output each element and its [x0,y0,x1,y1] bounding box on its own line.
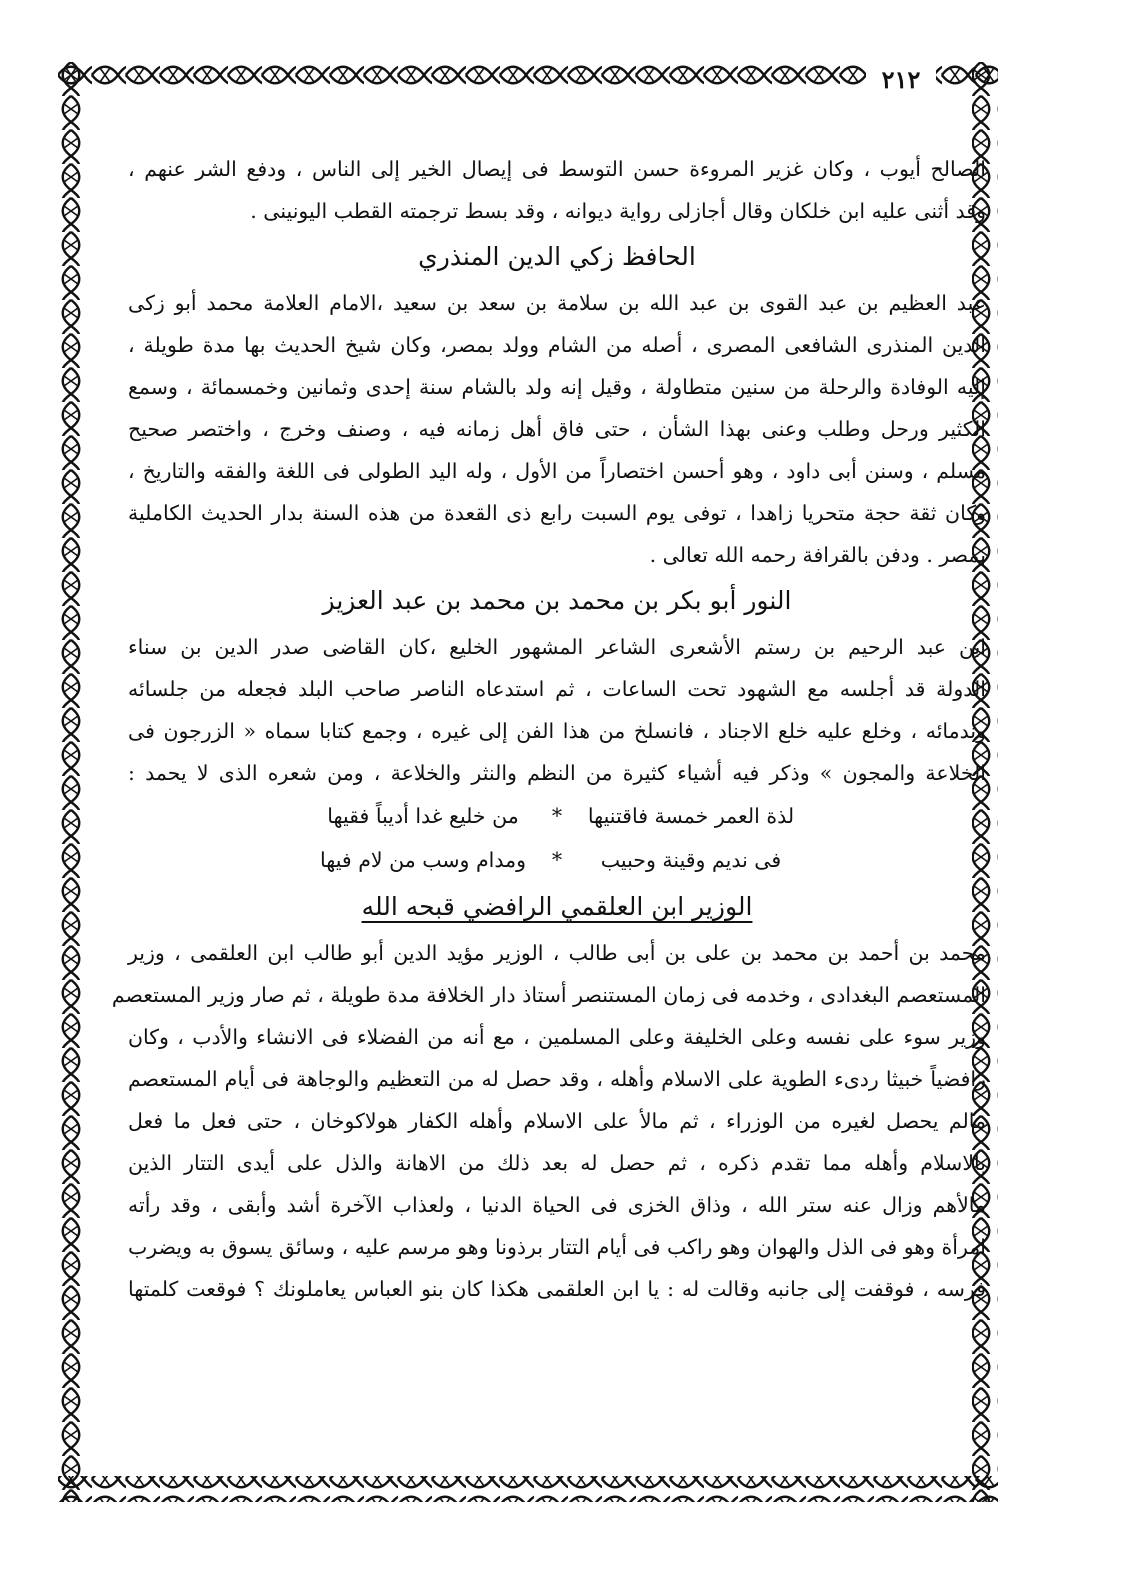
text-line: فرسه ، فوقفت إلى جانبه وقالت له : يا ابن العلقمى هكذا كان بنو العباس يعاملونك ؟ فوقعت كلمتها [128,1277,986,1301]
page-number: ٢١٢ [866,64,936,96]
text-line: الخلاعة والمجون » وذكر فيه أشياء كثيرة من النظم والنثر والخلاعة ، ومن شعره الذى لا يحمد : [128,761,986,785]
text-line: إليه الوفادة والرحلة من سنين متطاولة ، وقيل إنه ولد بالشام سنة إحدى وثمانين وخمسمائة ، وسمع [128,375,986,399]
text-line: المستعصم البغدادى ، وخدمه فى زمان المستنصر أستاذ دار الخلافة مدة طويلة ، ثم صار وزير المستعصم [111,983,986,1007]
text-line: رافضياً خبيثا ردىء الطوية على الاسلام وأهله ، وقد حصل له من التعظيم والوجاهة فى أيام المستعصم [128,1067,986,1091]
text-line: مالأهم وزال عنه ستر الله ، وذاق الخزى فى الحياة الدنيا ، ولعذاب الآخرة أشد وأبقى ، وقد رأته [128,1193,986,1217]
text-line: امرأة وهو فى الذل والهوان وهو راكب فى أيام التتار برذونا وهو مرسم عليه ، وسائق يسوق به ويضرب [128,1235,986,1259]
section-zaki-al-din [128,232,986,576]
text-line: الكثير ورحل وطلب وعنى بهذا الشأن ، حتى فاق أهل زمانه فيه ، وصنف وخرج ، واختصر صحيح [128,417,986,441]
section-heading: الوزير ابن العلقمي الرافضي قبحه الله [361,892,753,921]
section-continuation [128,148,986,232]
section-heading: الحافظ زكي الدين المنذري [418,242,696,271]
text-line: بمصر . ودفن بالقرافة رحمه الله تعالى . [649,543,986,567]
text-line: ابن عبد الرحيم بن رستم الأشعرى الشاعر المشهور الخليع ،كان القاضى صدر الدين بن سناء [128,635,986,659]
verse-first-hemistich: لذة العمر خمسة فاقتنيها [587,804,795,828]
text-line: مسلم ، وسنن أبى داود ، وهو أحسن اختصاراً من الأول ، وله اليد الطولى فى اللغة والفقه والتاريخ ، [128,459,986,483]
verse-first-hemistich: فى نديم وقينة وحبيب [600,848,782,872]
text-line: وكان ثقة حجة متحريا زاهدا ، توفى يوم السبت رابع ذى القعدة من هذه السنة بدار الحديث الكاملية [128,501,986,525]
text-line: عبد العظيم بن عبد القوى بن عبد الله بن سلامة بن سعد بن سعيد ،الامام العلامة محمد أبو زكى [128,291,986,315]
text-line: محمد بن أحمد بن محمد بن على بن أبى طالب ، الوزير مؤيد الدين أبو طالب ابن العلقمى ، وزير [128,941,986,965]
text-line: الدين المنذرى الشافعى المصرى ، أصله من الشام وولد بمصر، وكان شيخ الحديث بها مدة طويلة ، [128,333,986,357]
poem-verse [128,838,986,882]
section-heading: النور أبو بكر بن محمد بن محمد بن عبد العزيز [322,586,792,615]
verse-separator: * [551,848,563,872]
section-al-nur-abu-bakr [128,576,986,882]
verse-separator: * [551,804,563,828]
text-line: بالاسلام وأهله مما تقدم ذكره ، ثم حصل له بعد ذلك من الاهانة والذل على أيدى التتار الذين [128,1151,986,1175]
verse-second-hemistich: من خليع غدا أديباً فقيها [327,804,519,828]
text-line: الدولة قد أجلسه مع الشهود تحت الساعات ، ثم استدعاه الناصر صاحب البلد فجعله من جلسائه [128,677,986,701]
text-line: وندمائه ، وخلع عليه خلع الاجناد ، فانسلخ من هذا الفن إلى غيره ، وجمع كتابا سماه « الزرجون فى [128,719,986,743]
section-ibn-al-alqami [111,882,986,1310]
verse-second-hemistich: ومدام وسب من لام فيها [320,848,526,872]
text-line: وزير سوء على نفسه وعلى الخليفة وعلى المسلمين ، مع أنه من الفضلاء فى الانشاء والأدب ، وكان [128,1025,986,1049]
poem-verse [128,794,986,838]
text-line: مالم يحصل لغيره من الوزراء ، ثم مالأ على الاسلام وأهله الكفار هولاكوخان ، حتى فعل ما فعل [128,1109,986,1133]
page-body [111,148,986,1310]
text-line: الصالح أيوب ، وكان غزير المروءة حسن التوسط فى إيصال الخير إلى الناس ، ودفع الشر عنهم ، [128,157,986,181]
text-line: وقد أثنى عليه ابن خلكان وقال أجازلى رواية ديوانه ، وقد بسط ترجمته القطب اليونينى . [250,199,986,223]
